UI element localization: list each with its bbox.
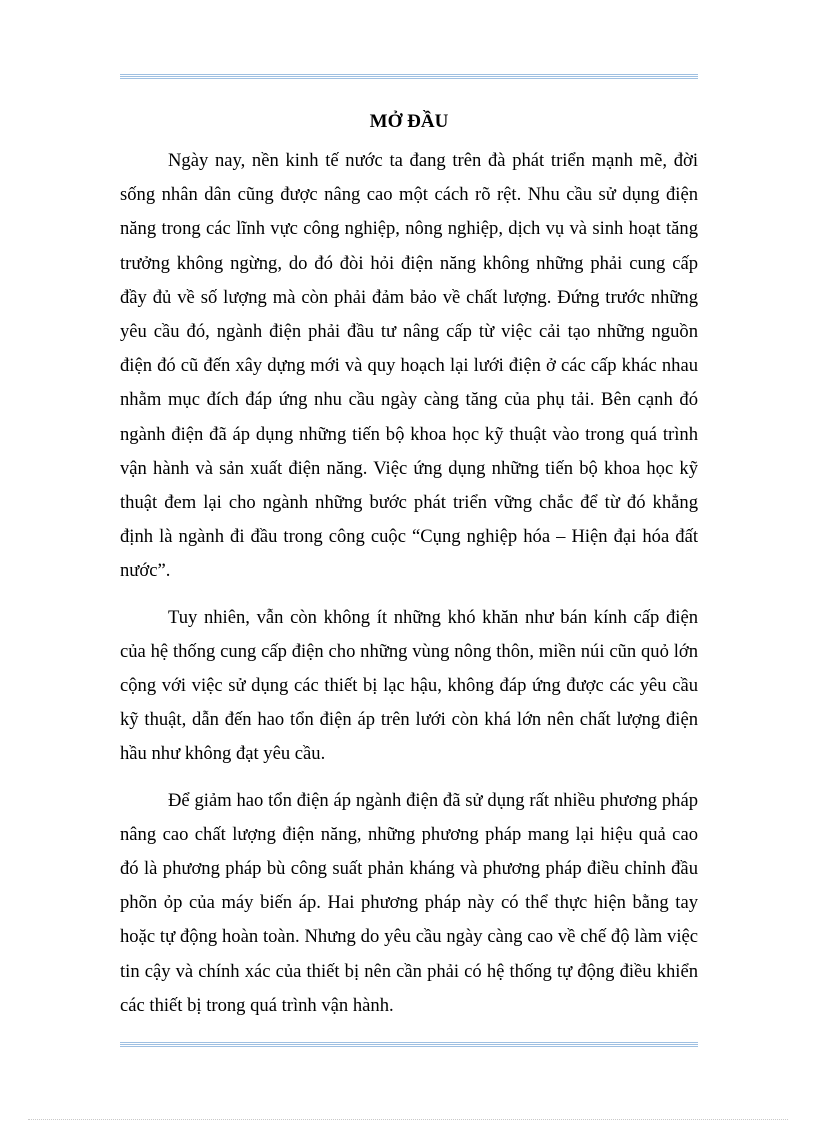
header-rule: [120, 74, 698, 79]
page-edge-divider: [28, 1119, 788, 1120]
document-body: [120, 144, 698, 1035]
footer-rule: [120, 1042, 698, 1047]
paragraph-3: Để giảm hao tổn điện áp ngành điện đã sử dụng rất nhiều phương pháp nâng cao chất lượng điện năng, những phương pháp mang lại hiệu quả cao đó là phương pháp bù công suất phản kháng và phương pháp điều chỉnh đầu phõn ỏp của máy biến áp. Hai phương pháp này có thể thực hiện bằng tay hoặc tự động hoàn toàn. Nhưng do yêu cầu ngày càng cao về chế độ làm việc tin cậy và chính xác của thiết bị nên cần phải có hệ thống tự động điều khiển các thiết bị trong quá trình vận hành.: [120, 789, 698, 1016]
paragraph-2: Tuy nhiên, vẫn còn không ít những khó khăn như bán kính cấp điện của hệ thống cung cấp điện cho những vùng nông thôn, miền núi cũn quỏ lớn cộng với việc sử dụng các thiết bị lạc hậu, không đáp ứng được các yêu cầu kỹ thuật, dẫn đến hao tổn điện áp trên lưới còn khá lớn nên chất lượng điện hầu như không đạt yêu cầu.: [120, 606, 698, 765]
page-title: MỞ ĐẦU: [369, 111, 449, 132]
paragraph-1: Ngày nay, nền kinh tế nước ta đang trên đà phát triển mạnh mẽ, đời sống nhân dân cũng được nâng cao một cách rõ rệt. Nhu cầu sử dụng điện năng trong các lĩnh vực công nghiệp, nông nghiệp, dịch vụ và sinh hoạt tăng trưởng không ngừng, do đó đòi hỏi điện năng không những phải cung cấp đầy đủ về số lượng mà còn phải đảm bảo về chất lượng. Đứng trước những yêu cầu đó, ngành điện phải đầu tư nâng cấp từ việc cải tạo những nguồn điện đó cũ đến xây dựng mới và quy hoạch lại lưới điện ở các cấp khác nhau nhằm mục đích đáp ứng nhu cầu ngày càng tăng của phụ tải. Bên cạnh đó ngành điện đã áp dụng những tiến bộ khoa học kỹ thuật vào trong quá trình vận hành và sản xuất điện năng. Việc ứng dụng những tiến bộ khoa học kỹ thuật đem lại cho ngành những bước phát triển vững chắc để từ đó khẳng định là ngành đi đầu trong công cuộc “Cụng nghiệp hóa – Hiện đại hóa đất nước”.: [120, 150, 698, 582]
